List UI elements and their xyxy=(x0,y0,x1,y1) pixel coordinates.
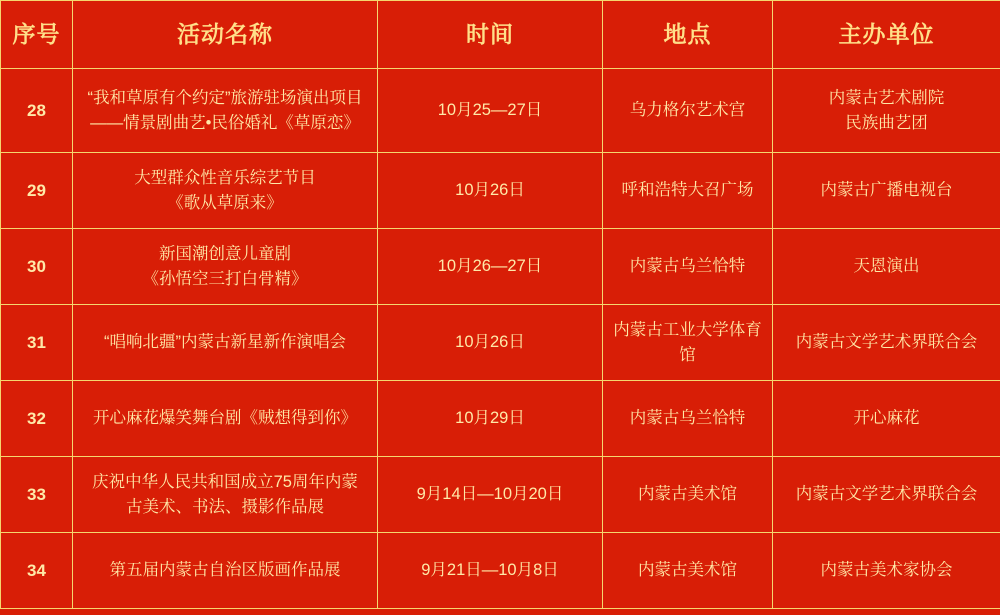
cell-no: 30 xyxy=(1,229,73,305)
cell-org-line1: 内蒙古艺术剧院 xyxy=(828,88,945,107)
cell-place: 内蒙古工业大学体育馆 xyxy=(603,305,773,381)
cell-place: 乌力格尔艺术宫 xyxy=(603,69,773,153)
cell-name xyxy=(73,229,378,305)
column-header-name: 活动名称 xyxy=(73,1,378,69)
cell-time: 10月25—27日 xyxy=(378,69,603,153)
cell-place: 内蒙古乌兰恰特 xyxy=(603,381,773,457)
cell-time: 10月26日 xyxy=(378,305,603,381)
cell-name: 庆祝中华人民共和国成立75周年内蒙古美术、书法、摄影作品展 xyxy=(73,457,378,533)
cell-org: 内蒙古文学艺术界联合会 xyxy=(773,457,1000,533)
cell-no: 28 xyxy=(1,69,73,153)
cell-org xyxy=(773,69,1000,153)
cell-name: 开心麻花爆笑舞台剧《贼想得到你》 xyxy=(73,381,378,457)
cell-place: 内蒙古美术馆 xyxy=(603,457,773,533)
column-header-org: 主办单位 xyxy=(773,1,1000,69)
column-header-time: 时间 xyxy=(378,1,603,69)
cell-name: “唱响北疆”内蒙古新星新作演唱会 xyxy=(73,305,378,381)
cell-org-line2: 民族曲艺团 xyxy=(845,113,928,132)
column-header-place: 地点 xyxy=(603,1,773,69)
table-header-row xyxy=(1,1,1000,69)
cell-no: 32 xyxy=(1,381,73,457)
cell-time: 9月14日—10月20日 xyxy=(378,457,603,533)
cell-org: 内蒙古广播电视台 xyxy=(773,153,1000,229)
cell-name xyxy=(73,153,378,229)
cell-no: 29 xyxy=(1,153,73,229)
cell-place: 内蒙古乌兰恰特 xyxy=(603,229,773,305)
cell-name-line1: 新国潮创意儿童剧 xyxy=(159,244,291,263)
cell-time: 10月26日 xyxy=(378,153,603,229)
cell-org: 内蒙古美术家协会 xyxy=(773,533,1000,609)
cell-time: 9月21日—10月8日 xyxy=(378,533,603,609)
column-header-no: 序号 xyxy=(1,1,73,69)
table-row xyxy=(1,457,1000,533)
cell-name-line2: 《孙悟空三打白骨精》 xyxy=(142,269,308,288)
cell-time: 10月29日 xyxy=(378,381,603,457)
cell-org: 开心麻花 xyxy=(773,381,1000,457)
table-row xyxy=(1,533,1000,609)
cell-no: 33 xyxy=(1,457,73,533)
cell-no: 34 xyxy=(1,533,73,609)
cell-no: 31 xyxy=(1,305,73,381)
table-row xyxy=(1,305,1000,381)
table-body xyxy=(1,69,1000,609)
cell-name: 第五届内蒙古自治区版画作品展 xyxy=(73,533,378,609)
table-row xyxy=(1,153,1000,229)
cell-org: 内蒙古文学艺术界联合会 xyxy=(773,305,1000,381)
table-row xyxy=(1,381,1000,457)
cell-name: “我和草原有个约定”旅游驻场演出项目 ——情景剧曲艺•民俗婚礼《草原恋》 xyxy=(73,69,378,153)
cell-name-line2: 《歌从草原来》 xyxy=(167,193,283,212)
cell-place: 呼和浩特大召广场 xyxy=(603,153,773,229)
cell-time: 10月26—27日 xyxy=(378,229,603,305)
table-header xyxy=(1,1,1000,69)
table-row xyxy=(1,69,1000,153)
cell-org: 天恩演出 xyxy=(773,229,1000,305)
cell-name-line1: 大型群众性音乐综艺节目 xyxy=(134,168,316,187)
table-row xyxy=(1,229,1000,305)
cell-place: 内蒙古美术馆 xyxy=(603,533,773,609)
